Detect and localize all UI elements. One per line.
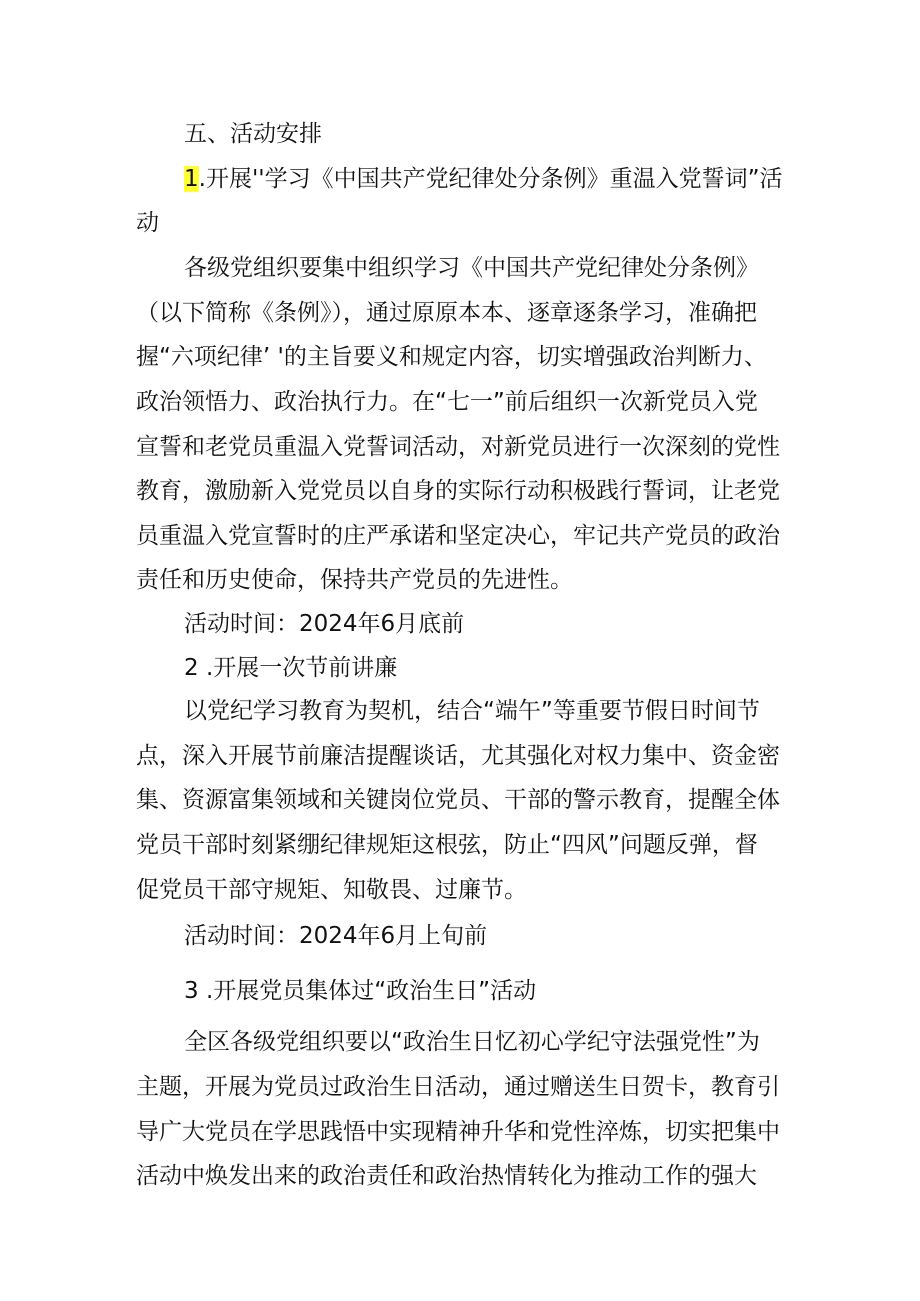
item1-title	[184, 163, 783, 195]
item2-body-line: 以党纪学习教育为契机，结合“端午”等重要节假日时间节	[184, 698, 760, 724]
item2-body-line: 集、资源富集领域和关键岗位党员、干部的警示教育，提醒全体	[136, 787, 780, 813]
item1-body-line: 教育，激励新入党党员以自身的实际行动积极践行誓词，让老党	[136, 478, 780, 504]
item3-body-line: 活动中焕发出来的政治责任和政治热情转化为推动工作的强大	[136, 1163, 757, 1189]
item1-title-text: .开展''学习《中国共产党纪律处分条例》重温入党誓词”活	[198, 166, 783, 192]
item3-body-line: 导广大党员在学思践悟中实现精神升华和党性淬炼，切实把集中	[136, 1119, 780, 1145]
item1-number-highlight: 1	[184, 166, 199, 192]
item1-body-line: 员重温入党宣誓时的庄严承诺和坚定决心，牢记共产党员的政治	[136, 523, 780, 549]
section-heading: 五、活动安排	[184, 121, 322, 147]
item1-time: 活动时间：2024年6月底前	[184, 611, 465, 637]
item2-title: 2 .开展一次节前讲廉	[184, 655, 398, 681]
item3-body-line: 主题，开展为党员过政治生日活动，通过赠送生日贺卡，教育引	[136, 1074, 780, 1100]
item1-title-line2: 动	[136, 210, 159, 236]
item2-body-line: 党员干部时刻紧绷纪律规矩这根弦，防止“四风”问题反弹，督	[136, 832, 758, 858]
item1-body-line: 握“六项纪律’ '的主旨要义和规定内容，切实增强政治判断力、	[136, 344, 767, 370]
item3-body-line: 全区各级党组织要以“政治生日忆初心学纪守法强党性”为	[184, 1029, 760, 1055]
item1-body-line: 各级党组织要集中组织学习《中国共产党纪律处分条例》	[184, 255, 759, 281]
item1-body-line: 责任和历史使命，保持共产党员的先进性。	[136, 567, 573, 593]
item2-body-line: 点，深入开展节前廉洁提醒谈话，尤其强化对权力集中、资金密	[136, 743, 780, 769]
item2-time: 活动时间：2024年6月上旬前	[184, 923, 488, 949]
item3-title: 3 .开展党员集体过“政治生日”活动	[184, 978, 537, 1004]
item1-body-line: 宣誓和老党员重温入党誓词活动，对新党员进行一次深刻的党性	[136, 434, 780, 460]
item1-body-line: （以下简称《条例》），通过原原本本、逐章逐条学习，准确把	[136, 300, 757, 326]
item1-body-line: 政治领悟力、政治执行力。在“七一”前后组织一次新党员入党	[136, 389, 758, 415]
item2-body-line: 促党员干部守规矩、知敬畏、过廉节。	[136, 877, 527, 903]
